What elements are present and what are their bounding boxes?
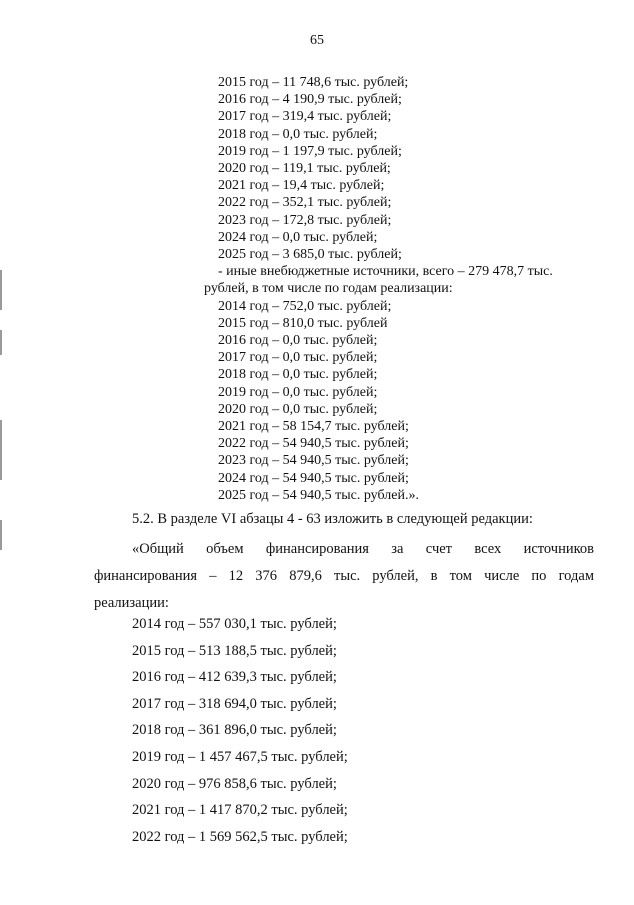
year-line: 2014 год – 557 030,1 тыс. рублей; [132,616,337,632]
year-line: 2021 год – 1 417 870,2 тыс. рублей; [132,802,348,819]
year-line: 2025 год – 54 940,5 тыс. рублей.». [218,487,419,503]
paragraph-line: реализации: [94,595,169,611]
year-line: 2023 год – 172,8 тыс. рублей; [218,212,392,228]
page-number: 65 [310,33,324,48]
year-line: 2019 год – 1 457 467,5 тыс. рублей; [132,748,348,765]
year-line: 2020 год – 0,0 тыс. рублей; [218,401,378,417]
year-line: 2024 год – 0,0 тыс. рублей; [218,229,378,245]
year-line: 2020 год – 976 858,6 тыс. рублей; [132,775,337,792]
paragraph-line: «Общий объем финансирования за счет всех источников [132,541,594,557]
year-line: 2018 год – 0,0 тыс. рублей; [218,126,378,142]
year-line: 2023 год – 54 940,5 тыс. рублей; [218,453,409,469]
scan-edge-mark [0,0,3,905]
year-line: 2017 год – 318 694,0 тыс. рублей; [132,695,337,712]
year-line: 2019 год – 1 197,9 тыс. рублей; [218,143,402,159]
year-line: 2024 год – 54 940,5 тыс. рублей; [218,470,409,486]
main-paragraph [94,536,594,617]
year-line: 2015 год – 810,0 тыс. рублей [218,315,388,331]
year-line: 2018 год – 0,0 тыс. рублей; [218,367,378,383]
year-line: 2021 год – 19,4 тыс. рублей; [218,178,385,194]
year-line: 2022 год – 1 569 562,5 тыс. рублей; [132,828,348,845]
year-line: 2022 год – 54 940,5 тыс. рублей; [218,436,409,452]
year-line: 2017 год – 319,4 тыс. рублей; [218,109,392,125]
year-line: 2014 год – 752,0 тыс. рублей; [218,298,392,314]
year-line: 2017 год – 0,0 тыс. рублей; [218,350,378,366]
other-sources-total: - иные внебюджетные источники, всего – 279 478,7 тыс. [218,264,553,280]
year-line: 2016 год – 4 190,9 тыс. рублей; [218,92,402,108]
year-line: 2016 год – 412 639,3 тыс. рублей; [132,669,337,686]
year-line: 2018 год – 361 896,0 тыс. рублей; [132,722,337,739]
year-line: 2022 год – 352,1 тыс. рублей; [218,195,392,211]
year-line: 2016 год – 0,0 тыс. рублей; [218,333,378,349]
total-funding-by-year-list [132,611,348,850]
year-line: 2020 год – 119,1 тыс. рублей; [218,161,391,177]
funding-by-year-list [204,74,553,504]
year-line: 2019 год – 0,0 тыс. рублей; [218,384,378,400]
year-line: 2021 год – 58 154,7 тыс. рублей; [218,419,409,435]
year-line: 2015 год – 11 748,6 тыс. рублей; [218,75,409,90]
year-line: 2015 год – 513 188,5 тыс. рублей; [132,642,337,659]
section-heading: 5.2. В разделе VI абзацы 4 - 63 изложить в следующей редакции: [132,511,533,527]
paragraph-line: финансирования – 12 376 879,6 тыс. рублей, в том числе по годам [94,568,594,584]
other-sources-continuation: рублей, в том числе по годам реализации: [204,281,453,297]
year-line: 2025 год – 3 685,0 тыс. рублей; [218,247,402,263]
